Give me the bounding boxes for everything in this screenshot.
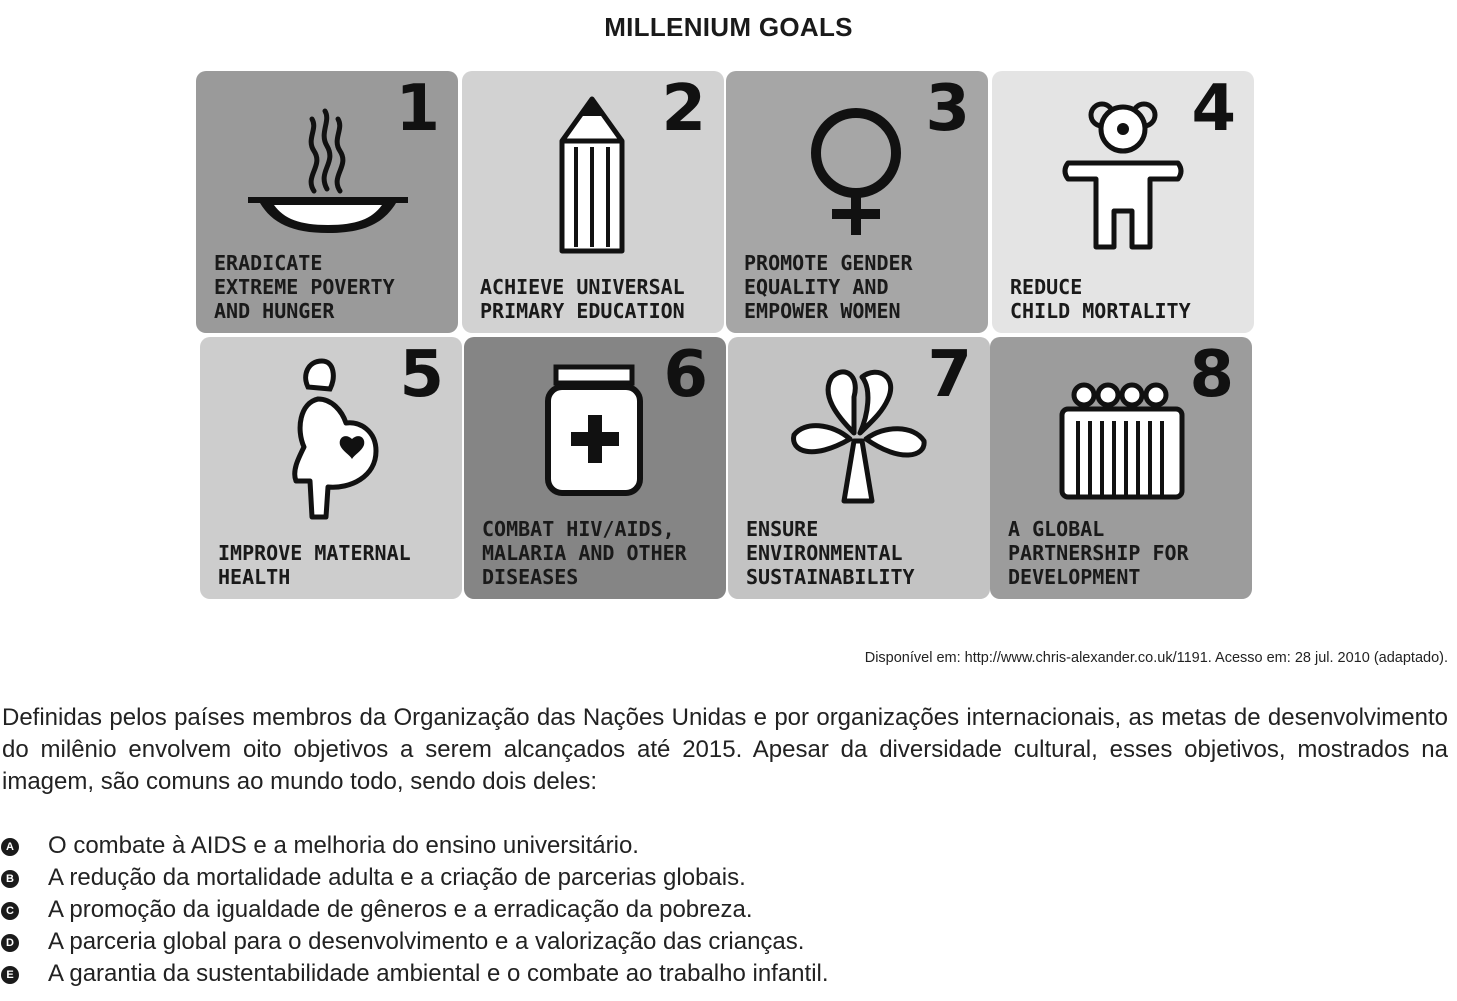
option-c[interactable]	[0, 894, 1400, 926]
option-d[interactable]	[0, 926, 1400, 958]
goal-tile-8	[990, 337, 1252, 599]
goal-label: PROMOTE GENDER EQUALITY AND EMPOWER WOMEN	[744, 251, 913, 323]
goal-tile-1	[196, 71, 458, 333]
question-text: Definidas pelos países membros da Organização das Nações Unidas e por organizações internacionais, as metas de desenvolvimento do milênio envolvem oito objetivos a serem alcançados até 2015. Apesar da diversidade cultural, esses objetivos, mostrados na imagem, são comuns ao mundo todo, sendo dois deles:	[2, 704, 1448, 795]
option-letter-badge: E	[1, 966, 19, 984]
goal-label: ENSURE ENVIRONMENTAL SUSTAINABILITY	[746, 517, 915, 589]
option-text: O combate à AIDS e a melhoria do ensino universitário.	[48, 832, 639, 859]
option-text: A garantia da sustentabilidade ambiental e o combate ao trabalho infantil.	[48, 960, 829, 987]
option-letter-badge: B	[1, 870, 19, 888]
option-letter-badge: A	[1, 838, 19, 856]
option-b[interactable]	[0, 862, 1400, 894]
option-text: A promoção da igualdade de gêneros e a erradicação da pobreza.	[48, 896, 753, 923]
goal-label: IMPROVE MATERNAL HEALTH	[218, 541, 411, 589]
page-title: MILLENIUM GOALS	[604, 12, 853, 42]
goal-label: COMBAT HIV/AIDS, MALARIA AND OTHER DISEASES	[482, 517, 687, 589]
goal-tile-4	[992, 71, 1254, 333]
goal-tile-6	[464, 337, 726, 599]
goal-number: 4	[1191, 72, 1236, 146]
option-letter-badge: D	[1, 934, 19, 952]
goal-number: 7	[927, 338, 972, 412]
goal-number: 6	[663, 338, 708, 412]
option-letter-badge: C	[1, 902, 19, 920]
image-source-credit: Disponível em: http://www.chris-alexander.co.uk/1191. Acesso em: 28 jul. 2010 (adaptado).	[864, 650, 1448, 666]
goal-tile-3	[726, 71, 988, 333]
option-a[interactable]	[0, 830, 1400, 862]
goal-tile-7	[728, 337, 990, 599]
goal-number: 2	[661, 72, 706, 146]
goal-tile-2	[462, 71, 724, 333]
goal-number: 3	[925, 72, 970, 146]
goal-number: 8	[1189, 338, 1234, 412]
goal-label: ERADICATE EXTREME POVERTY AND HUNGER	[214, 251, 395, 323]
goal-label: A GLOBAL PARTNERSHIP FOR DEVELOPMENT	[1008, 517, 1189, 589]
millennium-goals-grid	[196, 71, 1256, 599]
option-text: A parceria global para o desenvolvimento e a valorização das crianças.	[48, 928, 805, 955]
goal-number: 5	[399, 338, 444, 412]
goal-number: 1	[395, 72, 440, 146]
goal-tile-5	[200, 337, 462, 599]
option-text: A redução da mortalidade adulta e a criação de parcerias globais.	[48, 864, 746, 891]
goal-label: REDUCE CHILD MORTALITY	[1010, 275, 1191, 323]
answer-options	[0, 830, 1400, 990]
option-e[interactable]	[0, 958, 1400, 990]
goal-label: ACHIEVE UNIVERSAL PRIMARY EDUCATION	[480, 275, 685, 323]
